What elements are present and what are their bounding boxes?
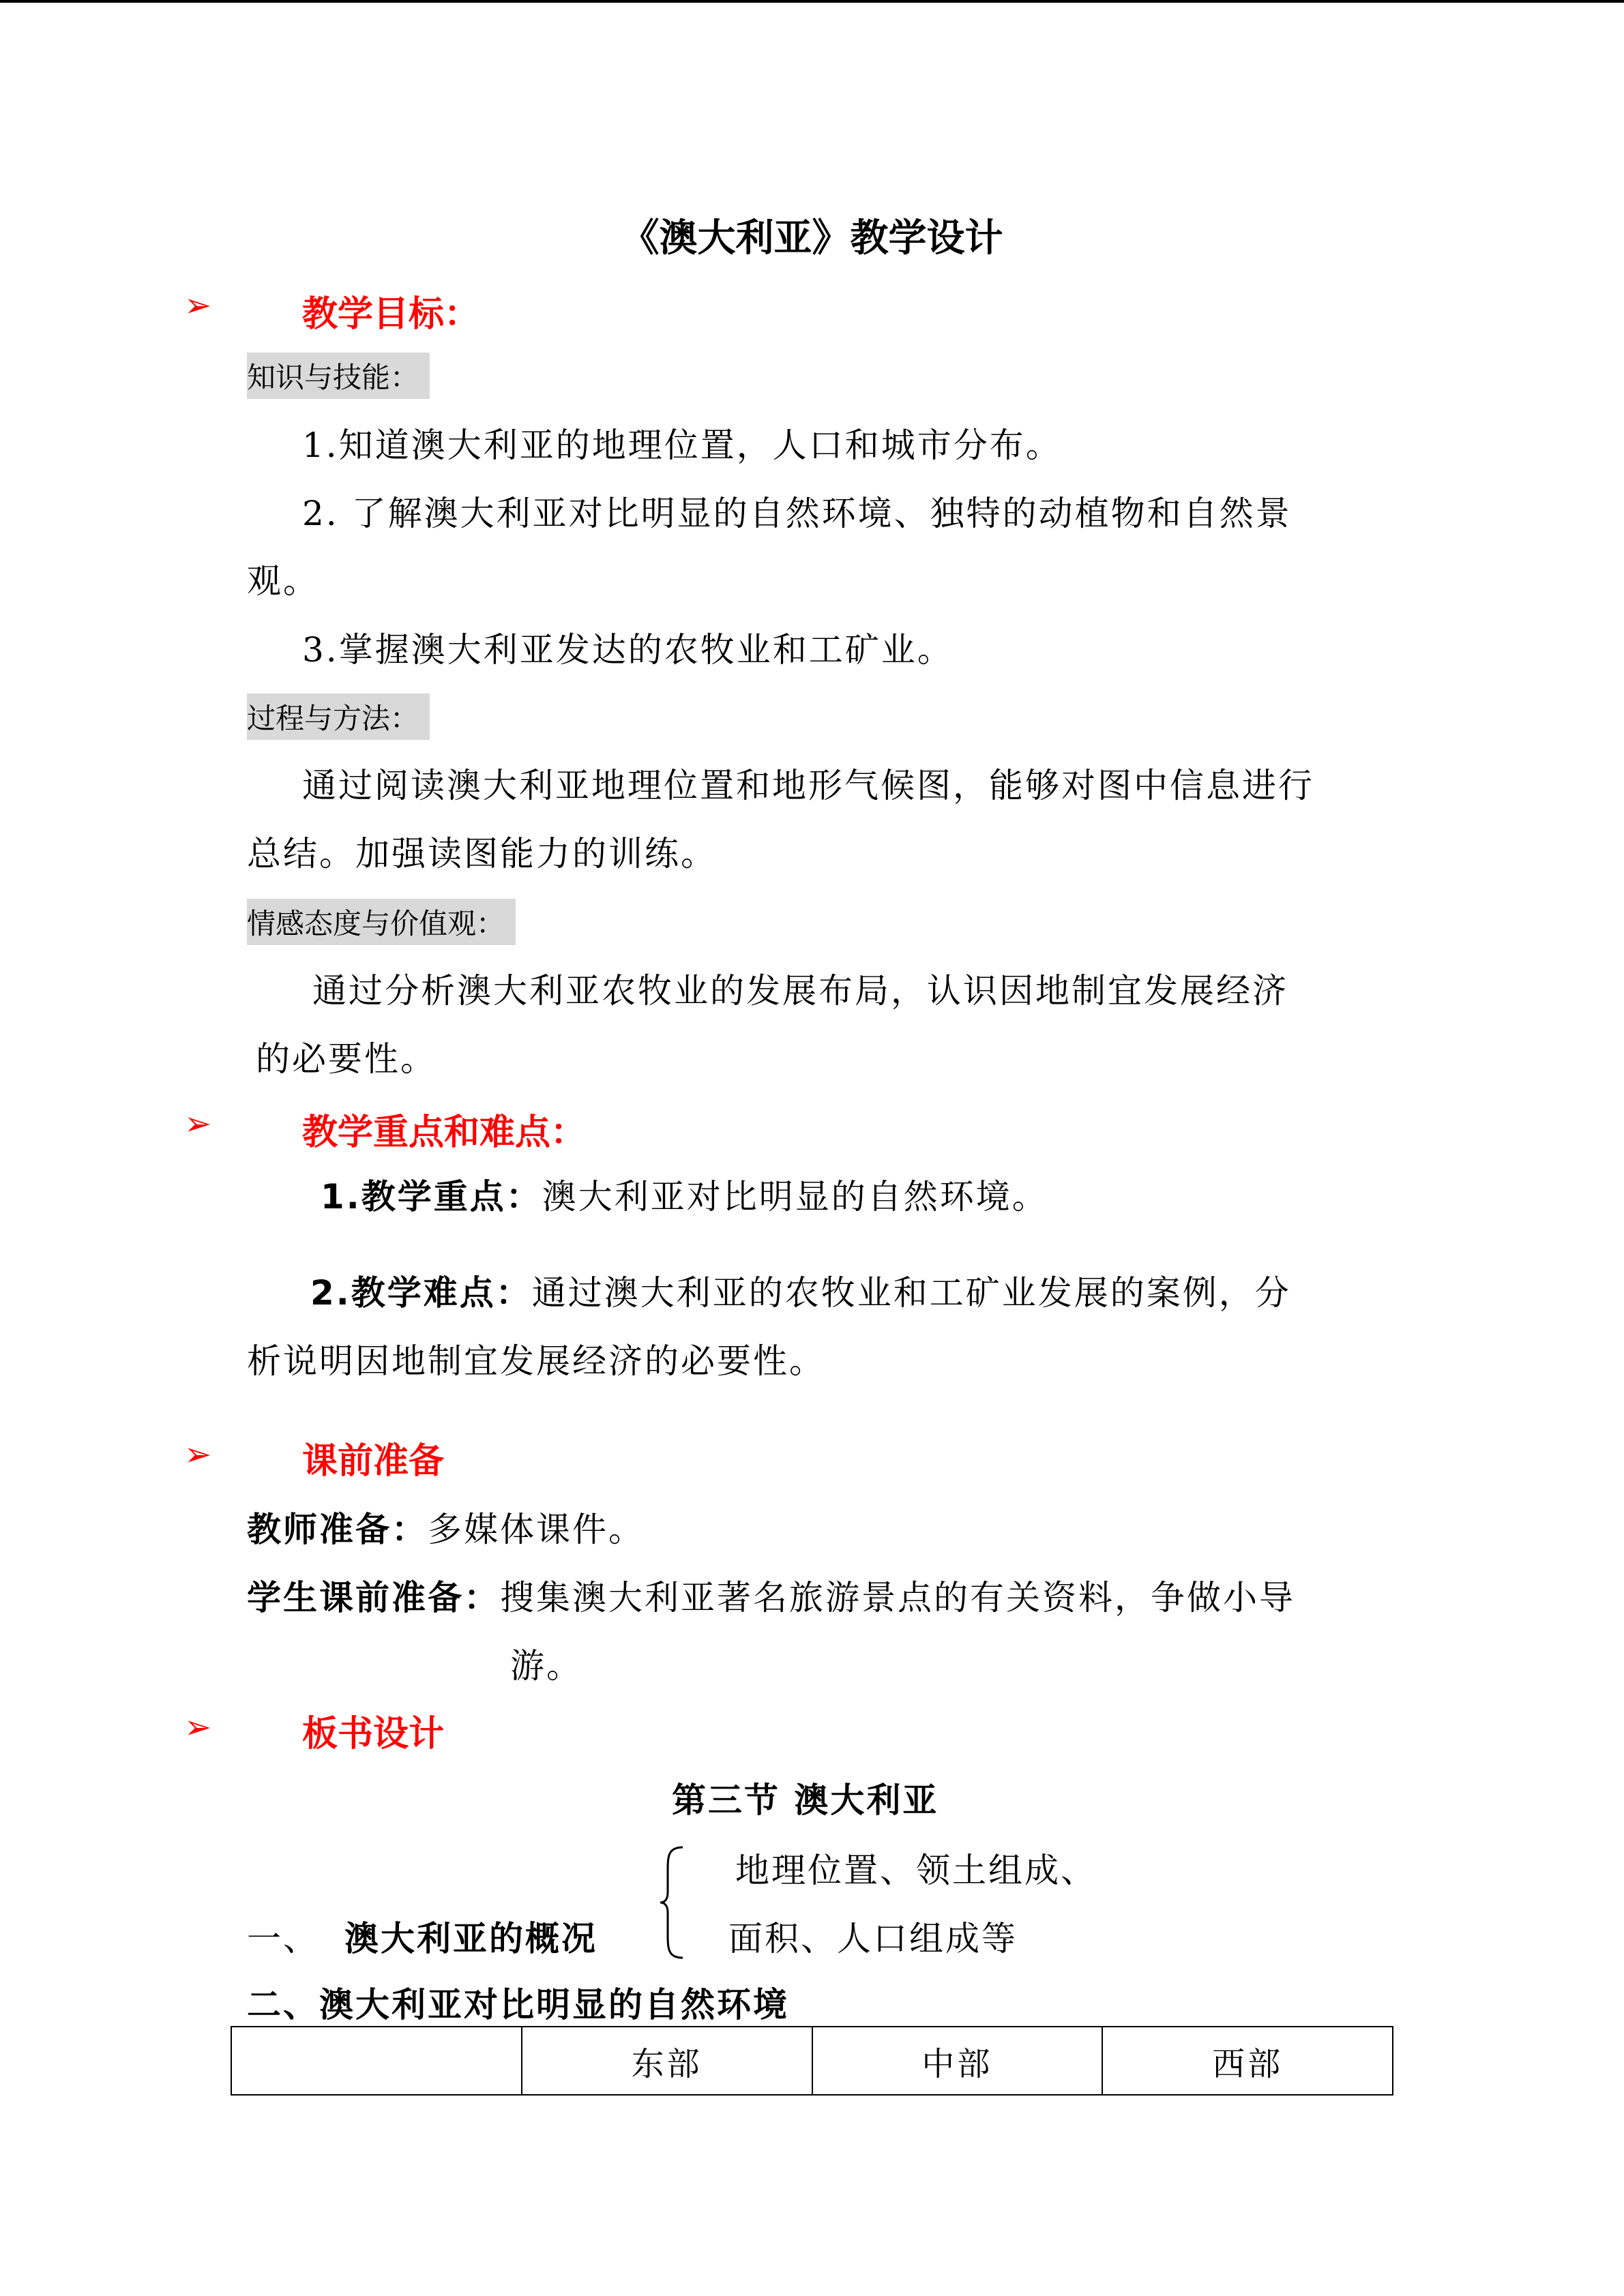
student-prep [247, 1570, 1295, 1620]
board-part1-item-1: 地理位置、领土组成、 [735, 1851, 1097, 1890]
process-label: 过程与方法： [247, 694, 430, 740]
knowledge-item-3: 3.掌握澳大利亚发达的农牧业和工矿业。 [302, 630, 954, 670]
table-header-cell-west: 西部 [1102, 2027, 1393, 2095]
top-border-line [0, 0, 1624, 3]
table-header-row [231, 2027, 1393, 2095]
key-point-1-lead: 1.教学重点： [321, 1177, 542, 1217]
knowledge-item-1: 1.知道澳大利亚的地理位置，人口和城市分布。 [302, 426, 1062, 465]
table-header-cell-central: 中部 [812, 2027, 1103, 2095]
board-heading: 板书设计 [302, 1714, 445, 1755]
bullet-arrow-icon: ➢ [184, 1708, 212, 1746]
student-prep-text: 搜集澳大利亚著名旅游景点的有关资料，争做小导 [500, 1578, 1295, 1617]
table-header-cell-blank [231, 2027, 522, 2095]
bullet-arrow-icon: ➢ [184, 1435, 212, 1474]
values-label: 情感态度与价值观： [247, 899, 516, 945]
board-part1-item-2: 面积、人口组成等 [728, 1919, 1018, 1958]
process-line-2: 总结。加强读图能力的训练。 [247, 834, 717, 874]
teacher-prep-text: 多媒体课件。 [428, 1510, 645, 1549]
document-title: 《澳大利亚》教学设计 [621, 216, 1003, 260]
knowledge-label: 知识与技能： [247, 353, 430, 399]
key-points-heading: 教学重点和难点： [302, 1112, 587, 1153]
values-line-2: 的必要性。 [256, 1039, 437, 1079]
bullet-arrow-icon: ➢ [184, 286, 212, 325]
knowledge-item-2-cont: 观。 [247, 561, 319, 601]
board-subtitle: 第三节 澳大利亚 [672, 1780, 939, 1820]
board-part1-title: 澳大利亚的概况 [344, 1919, 597, 1958]
values-line-1: 通过分析澳大利亚农牧业的发展布局，认识因地制宜发展经济 [312, 971, 1288, 1011]
board-part1-num: 一、 [247, 1919, 319, 1958]
teacher-prep [247, 1502, 645, 1551]
key-point-2 [310, 1266, 1291, 1315]
knowledge-item-2: 2. 了解澳大利亚对比明显的自然环境、独特的动植物和自然景 [302, 494, 1292, 533]
key-point-2-cont: 析说明因地制宜发展经济的必要性。 [247, 1341, 825, 1381]
curly-brace-icon [658, 1845, 685, 1960]
board-part2-title: 二、澳大利亚对比明显的自然环境 [247, 1985, 789, 2025]
preparation-heading: 课前准备 [302, 1441, 445, 1482]
key-point-2-lead: 2.教学难点： [310, 1273, 532, 1313]
student-prep-cont: 游。 [510, 1646, 582, 1686]
process-line-1: 通过阅读澳大利亚地理位置和地形气候图，能够对图中信息进行 [302, 766, 1314, 805]
environment-table [231, 2026, 1393, 2096]
teacher-prep-lead: 教师准备： [247, 1510, 428, 1549]
student-prep-lead: 学生课前准备： [247, 1578, 500, 1617]
key-point-1 [321, 1169, 1048, 1219]
key-point-1-text: 澳大利亚对比明显的自然环境。 [542, 1177, 1048, 1217]
bullet-arrow-icon: ➢ [184, 1105, 212, 1143]
objectives-heading: 教学目标： [302, 294, 480, 335]
table-header-cell-east: 东部 [522, 2027, 812, 2095]
key-point-2-text: 通过澳大利亚的农牧业和工矿业发展的案例，分 [531, 1273, 1291, 1313]
